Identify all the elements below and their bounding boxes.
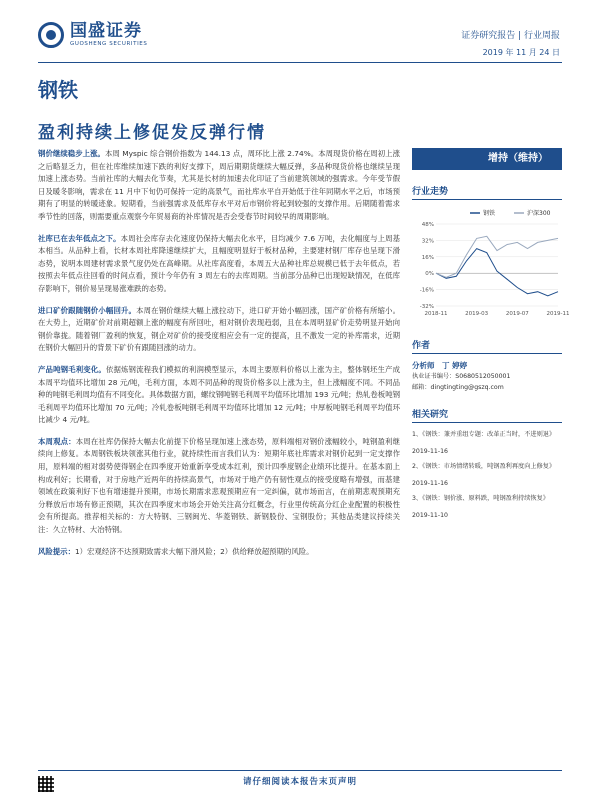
paragraph-inventory: [38, 233, 400, 296]
paragraph-lead: 本周观点：: [38, 436, 76, 446]
rating-badge: 增持（维持）: [412, 148, 562, 170]
y-tick-label: 16%: [421, 254, 434, 261]
paragraph-margin: [38, 364, 400, 427]
related-item[interactable]: 2、《钢铁：市场情绪转暖，吨钢盈利再度向上修复》: [412, 463, 556, 470]
trend-chart: [412, 204, 570, 324]
analyst-email[interactable]: 邮箱：dingtingting@gszq.com: [412, 384, 504, 391]
related-date: 2019-11-16: [412, 480, 448, 487]
paragraph-lead: 社库已在去年低点之下。: [38, 233, 121, 243]
x-tick-label: 2018-11: [424, 311, 448, 317]
related-date: 2019-11-10: [412, 512, 448, 519]
report-type: 证券研究报告 | 行业周报: [461, 31, 560, 41]
related-item[interactable]: 3、《钢铁：钢价涨、原料跌，吨钢盈利持续恢复》: [412, 495, 549, 502]
logo-name-en: GUOSHENG SECURITIES: [70, 41, 148, 47]
report-date: 2019 年 11 月 24 日: [482, 48, 560, 57]
paragraph-lead: 产品吨钢毛利变化。: [38, 364, 106, 374]
author-block: [412, 360, 562, 393]
trend-section-title: 行业走势: [412, 184, 562, 200]
series-line-0: [436, 249, 558, 296]
footer-divider: [38, 770, 562, 771]
company-logo: [38, 22, 147, 48]
logo-icon: [38, 22, 64, 48]
sidebar: [412, 148, 570, 519]
trend-chart-svg: [412, 204, 570, 324]
paragraph-lead: 进口矿价跟随钢价小幅回升。: [38, 305, 137, 315]
page-header: [0, 0, 600, 68]
related-list: [412, 429, 562, 519]
paragraph-text: 本周 Myspic 综合钢价指数为 144.13 点，周环比上涨 2.74%。本周现货价格在周初上涨之后略显乏力，但在社库维续加速下跌的利好支撑下，周后期期货继续大幅反弹，多品种现货价格也继续呈现加速上涨态势。当前社库的大幅去化节奏，尤其是长材的加速去化印证了当前建筑领域的强需求。今年受节假日及暖冬影响，需求在 11 月中下旬仍可保持一定的高景气，而社库水平自开始低于往年同期水平之后，市场预期有了明显的转暖迹象。短期看，当前强需求及低库存水平对后市钢价将起到较强的支撑作用。后期随着需求季节性的回落，则需要重点观察今年贸易商的补库情况是否会受春节时间较早的周期影响。: [38, 149, 400, 221]
sector-name: 钢铁: [38, 78, 78, 102]
author-section-title: 作者: [412, 338, 562, 354]
paragraph-text: 本周在社库仍保持大幅去化前提下价格呈现加速上涨态势，原料端相对钢价涨幅较小，吨钢盈利继续向上修复。本周钢铁板块领涨其他行业，就持续性而言我们认为：短期年底社库需求对钢价起到一定支撑作用，原料端的相对弱势使得钢企在四季度开始重新享受成本红利，预计四季度钢企业绩环比提升。在基本面上构成利好；长期看，对于房地产近两年的持续高景气，市场对于地产仍有韧性观点的接受度略有增强，而基建领域在政策利好下也有增速提升预期，市场长期需求悲观预期应有一定纠偏，就市场而言，在前期悲观预期充分释放后市场有修正预期，其次在四季度末市场会开始关注高分红概念，行业里传统高分红企业配置的积极性会有所提高。推荐相关标的：方大特钢、三钢闽光、华菱钢铁、新钢股份、宝钢股份；其他品类建议持续关注：久立特材、大冶特钢。: [38, 436, 400, 535]
logo-name-cn: 国盛证券: [70, 21, 142, 41]
related-date: 2019-11-16: [412, 448, 448, 455]
legend-label: 沪深300: [527, 210, 551, 217]
y-tick-label: -32%: [419, 304, 434, 310]
footer-disclaimer: 请仔细阅读本报告末页声明: [242, 777, 357, 787]
paragraph-text: 本周在钢价继续大幅上涨拉动下，进口矿开始小幅回涨，国产矿价格有所缩小。在大势上，近期矿价对前期超额上涨的幅度有所回吐，相对钢价表现趋弱，且在本周明显矿价走势明显开始向钢价靠拢。随着钢厂盈利的恢复，钢企对矿价的接受度相应会有一定的提高，且不激发一定的补库需求，近期在钢价大幅回升的背景下矿价有跟随回涨的动力。: [38, 305, 400, 353]
header-divider: [38, 62, 562, 63]
paragraph-lead: 风险提示：: [38, 546, 75, 556]
report-body: [38, 148, 400, 763]
paragraph-risk: [38, 546, 400, 559]
paragraph-steel-price: [38, 148, 400, 224]
y-tick-label: 32%: [421, 238, 434, 245]
paragraph-text: 本周社会库存去化速度仍保持大幅去化水平，目均减少 7.6 万吨，去化幅度与上周基本相当。从品种上看，长材本周社库降速继续扩大，且幅度明显好于板材品种，主要建材钢厂库存也呈现下滑态势，说明本周建材需求景气度仍处在高峰期。从社库高度看，本周五大品种社库总规模已低于去年低点，若按照去年低点往回看的时间点看，预计今年仍有 3 周左右的去库周期。当前部分品种已出现短缺情况，在低库存影响下，钢价易呈现易涨难跌的态势。: [38, 233, 400, 293]
paragraph-iron-ore: [38, 305, 400, 355]
analyst-name: 分析师 丁 婷婷: [412, 361, 468, 370]
paragraph-lead: 钢价继续稳步上涨。: [38, 149, 105, 158]
paragraph-view: [38, 436, 400, 537]
report-title: 盈利持续上修促发反弹行情: [38, 123, 266, 143]
y-tick-label: -16%: [419, 287, 434, 294]
x-tick-label: 2019-11: [546, 311, 570, 317]
legend-label: 钢铁: [483, 210, 496, 217]
x-tick-label: 2019-07: [505, 311, 529, 317]
paragraph-text: 1）宏观经济不达预期致需求大幅下滑风险；2）供给释放超预期的风险。: [74, 546, 314, 556]
x-tick-label: 2019-03: [465, 311, 489, 317]
paragraph-text: 依据炼钢流程我们模拟的利润模型显示，本周主要原料价格以上涨为主，整体钢坯生产成本周平均值环比增加 28 元/吨，毛利方面，本周不同品种的现货价格多以上涨为主，但上涨幅度不同。不同品种的吨钢毛利周均值有不同变化。具体数据方面，螺纹钢吨钢毛利周平均值环比增加 193 元/吨；热轧卷板吨钢毛利周平均值环比增加 70 元/吨；冷轧卷板吨钢毛利周平均值环比增加 12 元/吨；中厚板吨钢毛利周平均值环比减少 4 元/吨。: [38, 364, 400, 425]
y-tick-label: 48%: [421, 222, 434, 228]
analyst-cert: 执业证书编号：S0680512050001: [412, 373, 511, 380]
related-item[interactable]: 1、《钢铁：兼并重组专题：改革正当时，不进则退》: [412, 431, 556, 438]
related-section-title: 相关研究: [412, 407, 562, 423]
y-tick-label: 0%: [425, 271, 434, 278]
